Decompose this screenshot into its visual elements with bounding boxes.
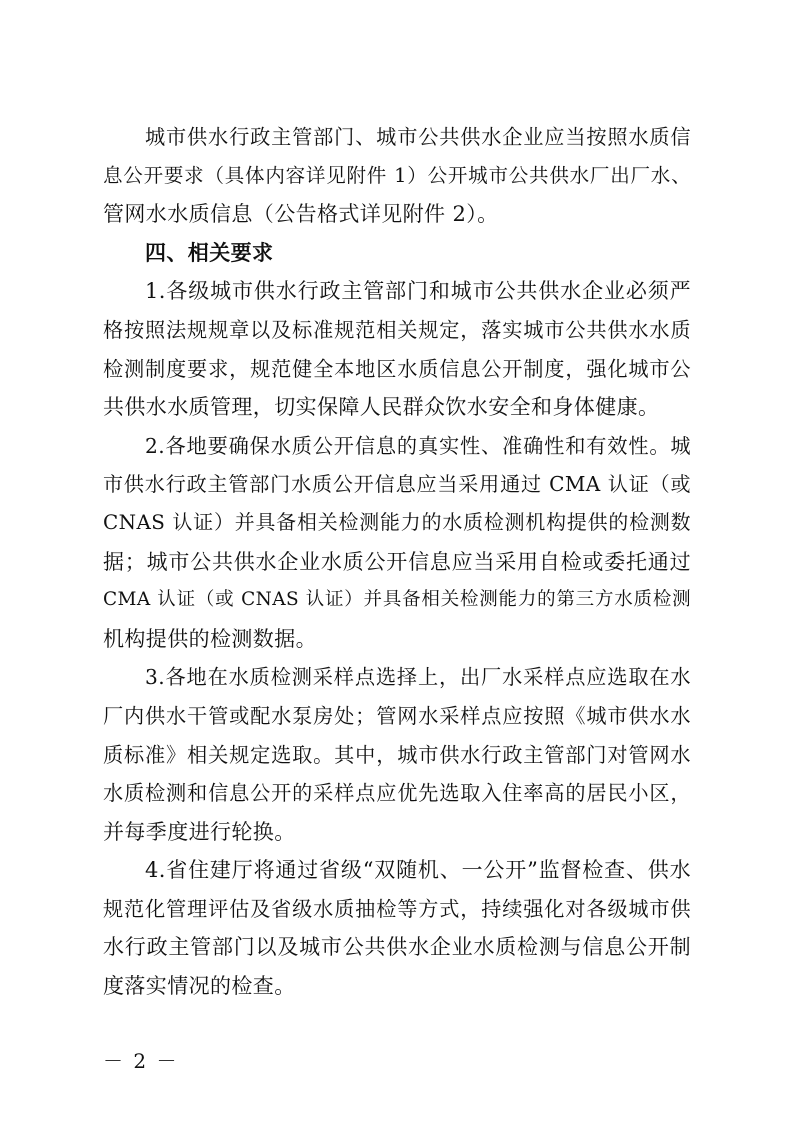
document-body [103,118,691,1006]
paragraph-item-2 [103,427,691,659]
text-line: 4.省住建厅将通过省级“双随机、一公开”监督检查、供水 [145,858,691,883]
text-line: 质标准》相关规定选取。其中，城市供水行政主管部门对管网水 [103,742,691,767]
text-line: 3.各地在水质检测采样点选择上，出厂水采样点应选取在水 [145,665,691,690]
text-line: 据；城市公共供水企业水质公开信息应当采用自检或委托通过 [103,549,691,574]
text-line: 厂内供水干管或配水泵房处；管网水采样点应按照《城市供水水 [103,703,691,728]
paragraph-item-3 [103,658,691,851]
text-line: 规范化管理评估及省级水质抽检等方式，持续强化对各级城市供 [103,896,691,921]
text-line: 水行政主管部门以及城市公共供水企业水质检测与信息公开制 [103,935,691,960]
text-line: 格按照法规规章以及标准规范相关规定，落实城市公共供水水质 [103,317,691,342]
paragraph-disclosure-requirement [103,118,691,234]
text-line: 水质检测和信息公开的采样点应优先选取入住率高的居民小区， [103,781,691,806]
text-line: CMA 认证（或 CNAS 认证）并具备相关检测能力的第三方水质检测 [103,589,691,611]
text-line: 2.各地要确保水质公开信息的真实性、准确性和有效性。城 [145,433,691,458]
paragraph-item-1 [103,272,691,426]
text-line: 并每季度进行轮换。 [103,819,296,844]
text-line: 度落实情况的检查。 [103,974,296,999]
section-heading: 四、相关要求 [145,240,274,265]
page-number: － 2 － [103,1049,179,1073]
text-line: 机构提供的检测数据。 [103,626,317,651]
text-line: CNAS 认证）并具备相关检测能力的水质检测机构提供的检测数 [103,510,691,534]
text-line: 共供水水质管理，切实保障人民群众饮水安全和身体健康。 [103,395,660,420]
paragraph-item-4 [103,851,691,1005]
text-line: 城市供水行政主管部门、城市公共供水企业应当按照水质信 [145,125,691,149]
text-line: 市供水行政主管部门水质公开信息应当采用通过 CMA 认证（或 [103,472,691,497]
text-line: 1.各级城市供水行政主管部门和城市公共供水企业必须严 [145,279,691,304]
text-line: 息公开要求（具体内容详见附件 1）公开城市公共供水厂出厂水、 [103,163,691,187]
text-line: 管网水水质信息（公告格式详见附件 2）。 [103,202,499,227]
text-line: 检测制度要求，规范健全本地区水质信息公开制度，强化城市公 [103,356,691,381]
